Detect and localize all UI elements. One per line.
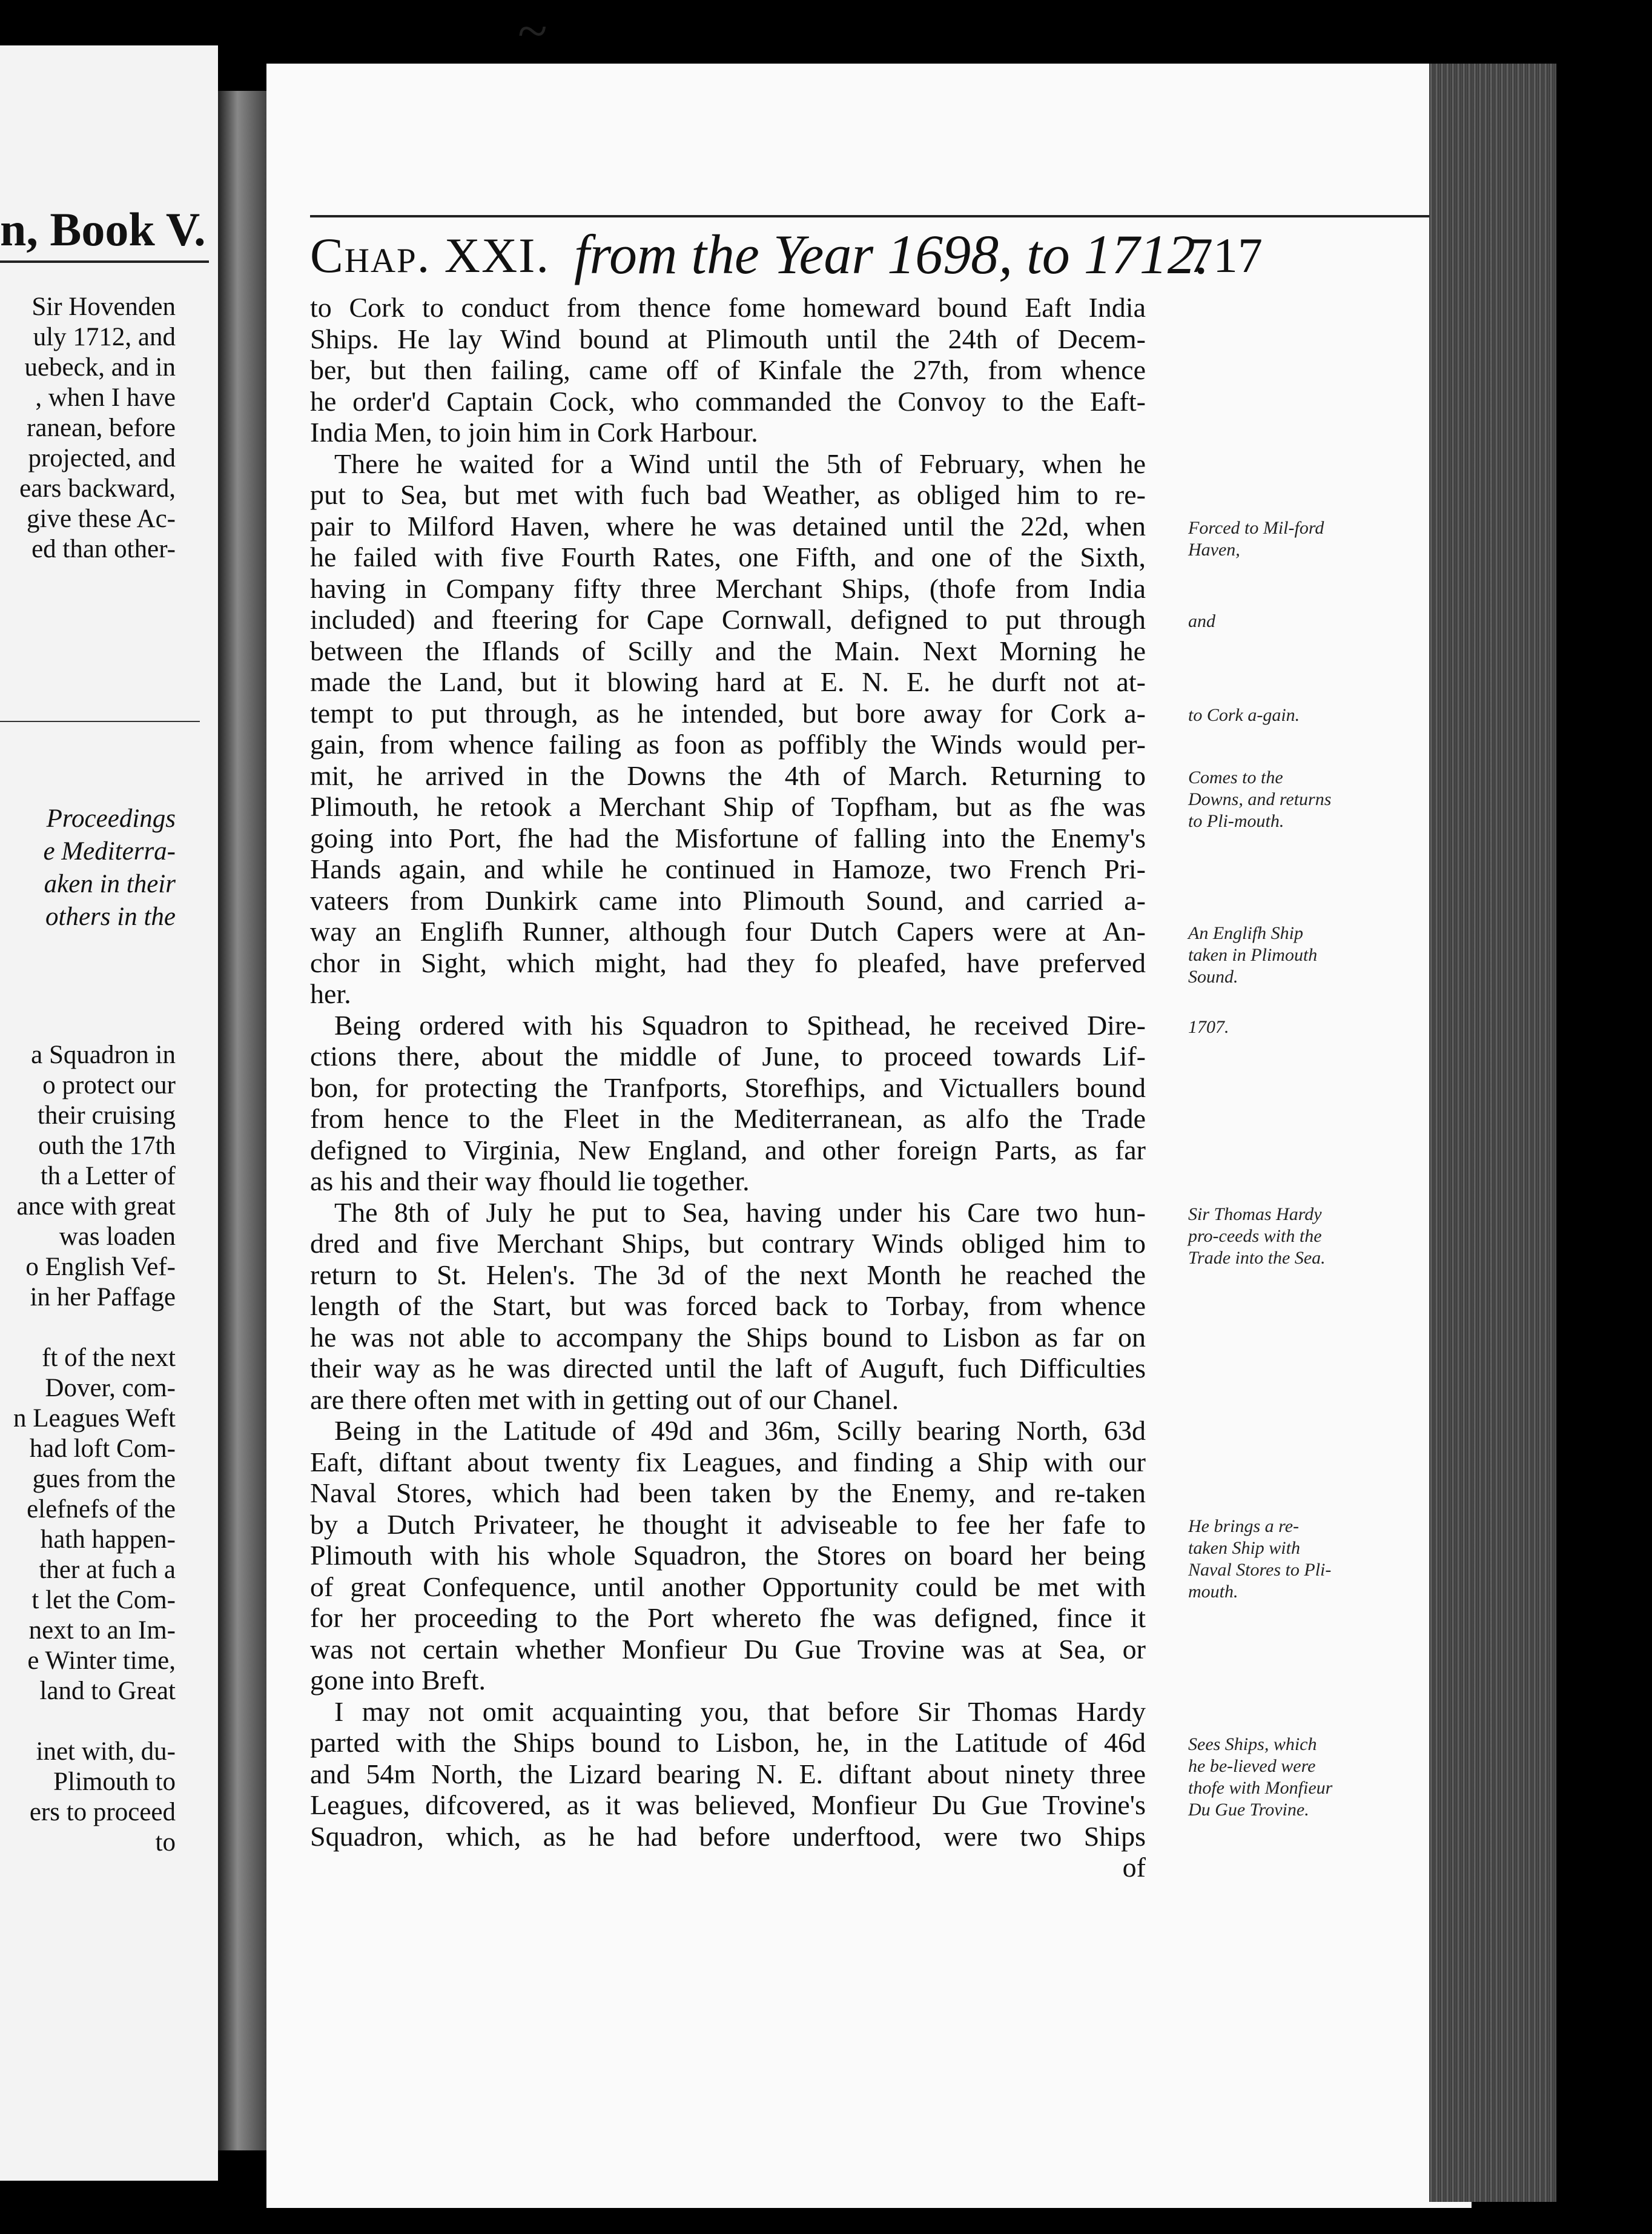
left-header-rule: [0, 260, 209, 263]
margin-note: and: [1188, 611, 1215, 631]
left-text-line: to: [155, 1828, 176, 1857]
left-text-line: their cruising: [37, 1101, 176, 1130]
text-line: There he waited for a Wind until the 5th of February, when he: [334, 448, 1146, 479]
left-text-line: Dover, com-: [45, 1374, 176, 1402]
left-text-line: th a Letter of: [40, 1162, 176, 1190]
left-text-line: elefnefs of the: [27, 1495, 176, 1523]
text-line: way an Englifh Runner, although four Dutch Capers were at An-: [310, 916, 1146, 947]
text-line: dred and five Merchant Ships, but contrary Winds obliged him to: [310, 1228, 1146, 1259]
margin-note: 1707.: [1188, 1016, 1229, 1037]
margin-note: An Englifh Ship taken in Plimouth Sound.: [1188, 923, 1318, 987]
text-line: her.: [310, 978, 351, 1009]
left-text-line: a Squadron in: [31, 1041, 176, 1069]
text-line: Leagues, difcovered, as it was believed, Monfieur Du Gue Trovine's: [310, 1789, 1146, 1820]
left-text-line: ance with great: [16, 1192, 176, 1221]
text-line: pair to Milford Haven, where he was detained until the 22d, when: [310, 510, 1146, 542]
left-text-line: ranean, before: [27, 414, 176, 442]
text-line: parted with the Ships bound to Lisbon, he, in the Latitude of 46d: [310, 1727, 1146, 1758]
page-number: 717: [1188, 228, 1263, 283]
chapter-label: Chap. XXI.: [310, 228, 550, 283]
text-line: Eaft, diftant about twenty fix Leagues, and finding a Ship with our: [310, 1446, 1146, 1477]
text-line: Being ordered with his Squadron to Spithead, he received Dire-: [334, 1009, 1146, 1041]
text-line: return to St. Helen's. The 3d of the next Month he reached the: [310, 1259, 1146, 1290]
left-text-line: hath happen-: [40, 1525, 176, 1554]
text-line: Squadron, which, as he had before underftood, were two Ships: [310, 1820, 1146, 1852]
text-line: tempt to put through, as he intended, but bore away for Cork a-: [310, 697, 1146, 729]
left-text-line: had loft Com-: [29, 1434, 176, 1463]
text-line: mit, he arrived in the Downs the 4th of March. Returning to: [310, 760, 1146, 791]
text-line: he failed with five Fourth Rates, one Fifth, and one of the Sixth,: [310, 542, 1146, 572]
text-line: India Men, to join him in Cork Harbour.: [310, 417, 758, 448]
left-text-line: Proceedings: [46, 804, 176, 833]
margin-note: He brings a re-taken Ship with Naval Stores to Pli-mouth.: [1188, 1516, 1332, 1602]
text-line: chor in Sight, which might, had they fo pleafed, have preferved: [310, 947, 1146, 978]
left-text-line: next to an Im-: [28, 1616, 176, 1645]
left-text-line: outh the 17th: [38, 1132, 176, 1160]
text-line: vateers from Dunkirk came into Plimouth Sound, and carried a-: [310, 884, 1146, 916]
left-text-line: Plimouth to: [53, 1768, 176, 1796]
left-facing-page: [0, 45, 218, 2181]
header-rule: [310, 215, 1430, 217]
left-text-line: inet with, du-: [36, 1737, 176, 1766]
text-line: having in Company fifty three Merchant Ships, (thofe from India: [310, 572, 1146, 604]
text-line: for her proceeding to the Port whereto fhe was defigned, fince it: [310, 1602, 1146, 1633]
text-line: between the Iflands of Scilly and the Main. Next Morning he: [310, 635, 1146, 666]
text-line: Hands again, and while he continued in Hamoze, two French Pri-: [310, 853, 1146, 884]
text-line: bon, for protecting the Tranfports, Storefhips, and Victuallers bound: [310, 1072, 1146, 1103]
left-text-line: was loaden: [59, 1222, 176, 1251]
left-text-line: in her Paffage: [30, 1283, 176, 1311]
left-text-line: t let the Com-: [31, 1586, 176, 1614]
text-line: put to Sea, but met with fuch bad Weather, as obliged him to re-: [310, 479, 1146, 510]
page-edges: [1429, 64, 1556, 2202]
text-line: Ships. He lay Wind bound at Plimouth until the 24th of Decem-: [310, 323, 1146, 354]
text-line: was not certain whether Monfieur Du Gue Trovine was at Sea, or: [310, 1633, 1146, 1665]
margin-note: Sir Thomas Hardy pro-ceeds with the Trade into the Sea.: [1188, 1204, 1326, 1268]
left-section-divider: [0, 721, 200, 722]
left-text-line: , when I have: [35, 383, 176, 412]
left-text-line: uly 1712, and: [33, 323, 176, 351]
margin-note: Sees Ships, which he be-lieved were thofe with Monfieur Du Gue Trovine.: [1188, 1734, 1333, 1820]
text-line: included) and fteering for Cape Cornwall, defigned to put through: [310, 604, 1146, 635]
text-line: made the Land, but it blowing hard at E. N. E. he durft not at-: [310, 666, 1146, 697]
text-line: defigned to Virginia, New England, and other foreign Parts, as far: [310, 1134, 1146, 1165]
left-text-line: give these Ac-: [27, 505, 176, 533]
left-text-line: e Winter time,: [27, 1646, 176, 1675]
text-line: to Cork to conduct from thence fome homeward bound Eaft India: [310, 292, 1146, 323]
text-line: are there often met with in getting out of our Chanel.: [310, 1384, 899, 1415]
text-line: gone into Breft.: [310, 1665, 486, 1695]
left-text-line: o English Vef-: [25, 1253, 176, 1281]
left-text-line: ther at fuch a: [39, 1556, 176, 1584]
left-text-line: land to Great: [39, 1677, 176, 1705]
year-range: from the Year 1698, to 1712.: [574, 224, 1209, 285]
text-line: and 54m North, the Lizard bearing N. E. diftant about ninety three: [310, 1758, 1146, 1789]
text-line: as his and their way fhould lie together.: [310, 1165, 750, 1196]
text-line: he was not able to accompany the Ships bound to Lisbon as far on: [310, 1321, 1146, 1353]
text-line: from hence to the Fleet in the Mediterranean, as alfo the Trade: [310, 1103, 1146, 1134]
left-text-line: ed than other-: [31, 535, 176, 563]
text-line: I may not omit acquainting you, that before Sir Thomas Hardy: [334, 1695, 1146, 1727]
left-text-line: e Mediterra-: [43, 837, 176, 866]
left-text-line: n Leagues Weft: [13, 1404, 176, 1433]
catchword: of: [1122, 1852, 1146, 1883]
left-text-line: aken in their: [44, 870, 176, 898]
running-head: [310, 222, 1430, 289]
left-text-line: ft of the next: [42, 1344, 176, 1372]
text-line: of great Confequence, until another Opportunity could be met with: [310, 1571, 1146, 1602]
left-text-line: ers to proceed: [29, 1798, 176, 1826]
text-line: he order'd Captain Cock, who commanded the Convoy to the Eaft-: [310, 385, 1146, 417]
left-text-line: others in the: [45, 903, 176, 931]
margin-note: Comes to the Downs, and returns to Pli-mouth.: [1188, 767, 1332, 831]
left-text-line: projected, and: [28, 444, 176, 472]
text-line: gain, from whence failing as foon as poffibly the Winds would per-: [310, 729, 1146, 760]
left-text-line: gues from the: [32, 1465, 176, 1493]
left-text-line: o protect our: [42, 1071, 176, 1099]
text-line: Naval Stores, which had been taken by the Enemy, and re-taken: [310, 1477, 1146, 1508]
ink-mark: ~: [518, 1, 547, 61]
text-line: Plimouth, he retook a Merchant Ship of Topfham, but as fhe was: [310, 791, 1146, 822]
left-text-line: ears backward,: [19, 474, 176, 503]
right-page: [266, 64, 1472, 2208]
text-line: their way as he was directed until the laft of Auguft, fuch Difficulties: [310, 1353, 1146, 1384]
left-text-line: uebeck, and in: [24, 353, 176, 382]
text-line: ctions there, about the middle of June, to proceed towards Lif-: [310, 1041, 1146, 1072]
text-line: The 8th of July he put to Sea, having under his Care two hun-: [334, 1196, 1146, 1228]
text-line: going into Port, fhe had the Misfortune of falling into the Enemy's: [310, 822, 1146, 853]
margin-note: to Cork a-gain.: [1188, 704, 1300, 725]
text-line: length of the Start, but was forced back to Torbay, from whence: [310, 1290, 1146, 1321]
text-line: ber, but then failing, came off of Kinfale the 27th, from whence: [310, 354, 1146, 385]
text-line: Plimouth with his whole Squadron, the Stores on board her being: [310, 1540, 1146, 1571]
left-text-line: Sir Hovenden: [31, 293, 176, 321]
text-line: by a Dutch Privateer, he thought it adviseable to fee her fafe to: [310, 1508, 1146, 1540]
margin-note: Forced to Mil-ford Haven,: [1188, 517, 1324, 560]
left-running-head: n, Book V.: [0, 203, 206, 256]
book-gutter: [218, 91, 266, 2150]
text-line: Being in the Latitude of 49d and 36m, Scilly bearing North, 63d: [334, 1415, 1146, 1446]
